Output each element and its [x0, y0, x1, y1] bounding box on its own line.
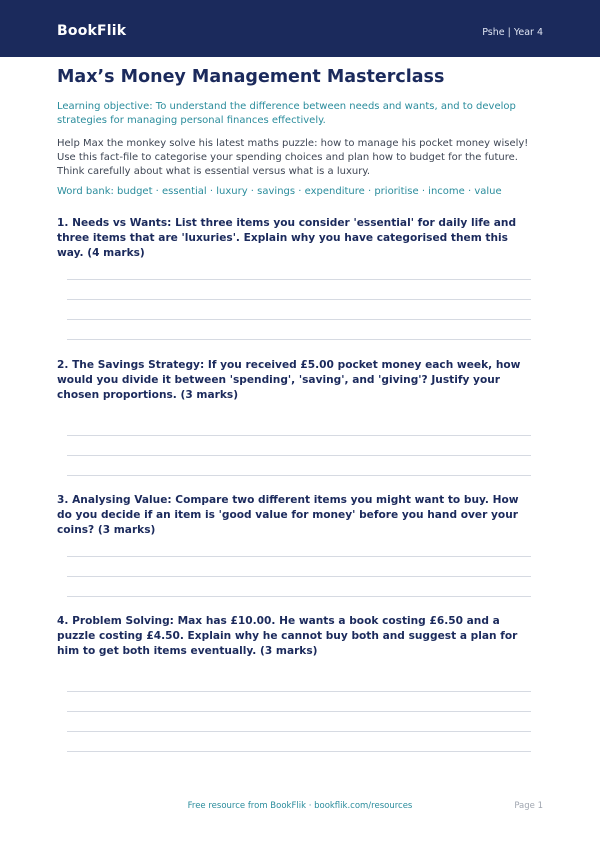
question-3: 3. Analysing Value: Compare two different items you might want to buy. How do you decide if an item is 'good value for money' before you hand over your coins? (3 marks) [57, 494, 519, 536]
answer-line[interactable] [67, 596, 531, 597]
question-4: 4. Problem Solving: Max has £10.00. He wants a book costing £6.50 and a puzzle costing £4.50. Explain why he cannot buy both and suggest a plan for him to get both items eventually. (3 marks) [57, 615, 518, 657]
intro-paragraph: Help Max the monkey solve his latest maths puzzle: how to manage his pocket money wisely! Use this fact-file to categorise your spending choices and plan how to budget for the future. Think carefully about what is essential versus what is a luxury. [57, 138, 529, 177]
answer-line[interactable] [67, 751, 531, 752]
answer-line[interactable] [67, 299, 531, 300]
answer-line[interactable] [67, 475, 531, 476]
answer-line[interactable] [67, 455, 531, 456]
page-number: Page 1 [514, 801, 543, 811]
page-title: Max’s Money Management Masterclass [57, 67, 445, 87]
question-1: 1. Needs vs Wants: List three items you consider 'essential' for daily life and three items that are 'luxuries'. Explain why you have categorised them this way. (4 marks) [57, 217, 517, 259]
subject-year-label: Pshe | Year 4 [482, 27, 543, 38]
answer-line[interactable] [67, 576, 531, 577]
learning-objective: Learning objective: To understand the difference between needs and wants, and to develop strategies for managing personal finances effectively. [57, 101, 516, 126]
answer-line[interactable] [67, 711, 531, 712]
answer-line[interactable] [67, 691, 531, 692]
footer-link[interactable]: Free resource from BookFlik · bookflik.com/resources [187, 801, 413, 811]
answer-line[interactable] [67, 731, 531, 732]
word-bank: Word bank: budget · essential · luxury · savings · expenditure · prioritise · income · value [57, 186, 502, 197]
answer-line[interactable] [67, 556, 531, 557]
answer-line[interactable] [67, 339, 531, 340]
answer-line[interactable] [67, 319, 531, 320]
answer-line[interactable] [67, 279, 531, 280]
header-bar [0, 0, 600, 57]
answer-line[interactable] [67, 435, 531, 436]
question-2: 2. The Savings Strategy: If you received £5.00 pocket money each week, how would you divide it between 'spending', 'saving', and 'giving'? Justify your chosen proportions. (3 marks) [57, 359, 521, 401]
brand-logo[interactable]: BookFlik [57, 23, 127, 39]
